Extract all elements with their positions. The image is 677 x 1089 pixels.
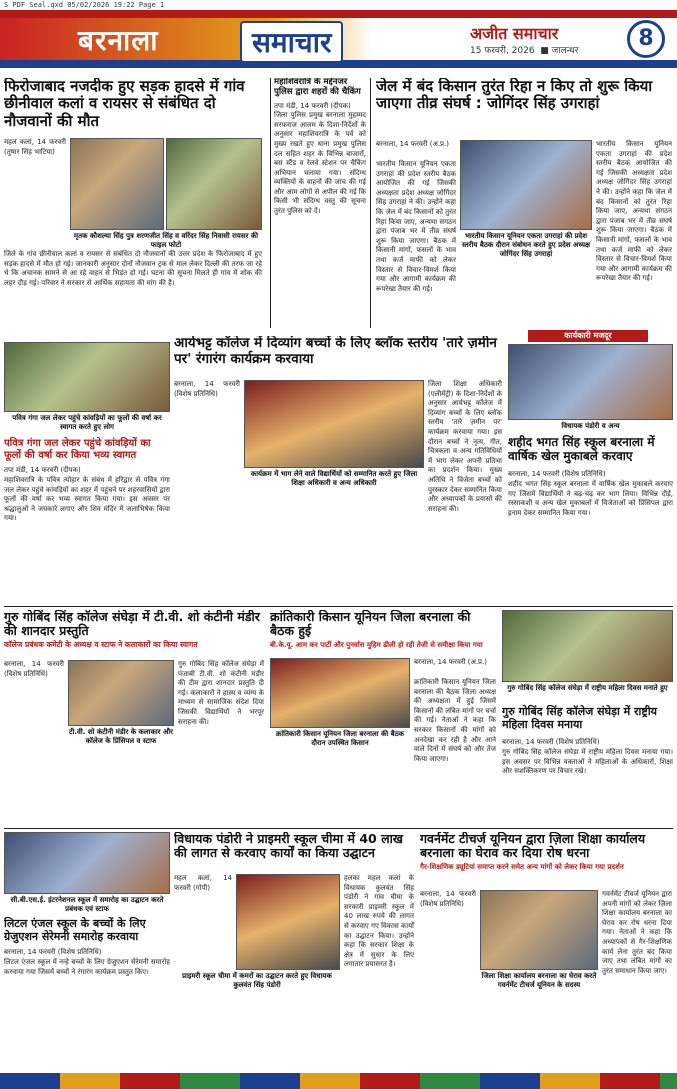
article-2-headline: महाशिवरात्रि के मद्देनजर पुलिस द्वारा शहरों की चैकिंग (274, 78, 361, 97)
article-7-subhead: कॉलेज प्रबंधक कमेटी के अध्यक्ष व स्टाफ ने कलाकारों का किया स्वागत (4, 639, 198, 649)
article-10-headline: लिटल एंजल स्कूल के बच्चों के लिए ग्रेजुएशन सेरेमनी समारोह करवाया (4, 917, 146, 943)
article-4-caption: कार्यक्रम में भाग लेने वाले विद्यार्थियों को सम्मानित करते हुए जिला शिक्षा अधिकारी व अन्य अधिकारी (244, 470, 424, 488)
article-3-continued: भारतीय किसान यूनियन एकता उगराहां की प्रदेश स्तरीय बैठक आयोजित की गई जिसकी अध्यक्षता प्रदेश अध्यक्ष जोगिंदर सिंह उगराहां ने की। उन्होंने कहा कि जेल में बंद किसानों को तुरंत रिहा किया जाए, अन्यथा संगठन द्वारा पंजाब भर में तीव्र संघर्ष शुरू किया जाएगा। बैठक में किसानी मांगों, फसलों के भाव तथा कर्ज माफी को लेकर विस्तार से विचार-विमर्श किया गया और आगामी कार्यक्रम की रूपरेखा तैयार की गई। (596, 140, 672, 283)
article-1-headline: फिरोजाबाद नजदीक हुए सड़क हादसे में गांव छीनीवाल कलां व रायसर से संबंधित दो नौजवानों की मौत (4, 78, 245, 130)
article-5-dateline: तपा मंडी, 14 फरवरी (दीपक) (4, 466, 81, 474)
article-3-photo (460, 140, 592, 230)
article-10 (4, 832, 170, 1070)
column-rule (270, 78, 271, 328)
article-3-caption: भारतीय किसान यूनियन एकता उगराहां की प्रदेश स्तरीय बैठक दौरान संबोधन करते हुए प्रदेश अध्यक्ष जोगिंदर सिंह उगराहां (461, 232, 591, 258)
article-3 (376, 78, 673, 336)
article-5-headline: पवित्र गंगा जल लेकर पहुंचे कांवड़ियों का फूलों की वर्षा कर किया भव्य स्वागत (4, 438, 151, 461)
color-registration-strip (0, 1073, 677, 1089)
date-text: 15 फरवरी, 2026 (470, 46, 535, 56)
article-8-caption: क्रांतिकारी किसान यूनियन जिला बरनाला की बैठक दौरान उपस्थित किसान (270, 730, 410, 748)
article-3-headline: जेल में बंद किसान तुरंत रिहा न किए तो शुरू किया जाएगा तीव्र संघर्ष : जोगिंदर सिंह उगराहां (376, 78, 653, 113)
article-8 (270, 610, 498, 824)
article-12-photo (480, 890, 598, 970)
section-rule (4, 828, 673, 829)
page-number: 8 (627, 20, 665, 58)
masthead (0, 10, 677, 68)
article-5-caption: पवित्र गंगा जल लेकर पहुंचे कांवड़ियों का फूलों की वर्षा कर स्वागत करते हुए लोग (4, 414, 170, 432)
article-7-photo (68, 660, 174, 726)
article-10-dateline: बरनाला, 14 फरवरी (विशेष प्रतिनिधि) (4, 948, 102, 956)
sister-paper-name: अजीत समाचार (470, 24, 559, 43)
article-7-headline: गुरु गोबिंद सिंह कॉलेज संघेड़ा में टी.वी. शो कंटीनी मंडीर की शानदार प्रस्तुति (4, 610, 260, 639)
article-5 (4, 342, 170, 602)
article-1-dateline: महल कलां, 14 फरवरी (तुषार सिंह भाटिया) (4, 138, 66, 156)
article-1-photo-right (166, 138, 262, 230)
city-text: जालन्धर (551, 46, 579, 56)
article-9 (502, 610, 673, 824)
article-1-body: जिले के गांव छीनीवाल कलां व रायसर से संबंधित दो नौजवानों की उत्तर प्रदेश के फिरोजाबाद में हुए सड़क हादसे में मौत हो गई। जानकारी अनुसार दोनों नौजवान ट्रक से माल लेकर दिल्ली की तरफ जा रहे थे कि अचानक सामने से आ रहे वाहन से भिड़ंत हो गई। घटना की सूचना मिलते ही गांव में शोक की लहर दौड़ गई। परिवार ने सरकार से आर्थिक सहायता की मांग की है। (4, 250, 262, 287)
article-4-body: जिला शिक्षा अधिकारी (एलीमेंट्री) के दिशा-निर्देशों के अनुसार आर्यभट्ट कॉलेज में दिव्यांग बच्चों के लिए ब्लॉक स्तरीय 'तारे ज़मीन पर' कार्यक्रम करवाया गया। इस दौरान बच्चों ने नृत्य, गीत, चित्रकला व अन्य गतिविधियों में भाग लेकर अपनी प्रतिभा का प्रदर्शन किया। मुख्य अतिथि ने विजेता बच्चों को पुरस्कार देकर सम्मानित किया और अध्यापकों के प्रयासों की सराहना की। (428, 380, 502, 513)
article-2-body: जिला पुलिस प्रमुख बरनाला मुहम्मद सरफराज आलम के दिशा-निर्देशों के अनुसार महाशिवरात्रि के पर्व को मुख्य रखते हुए थाना प्रमुख पुलिस दल सहित शहर के विभिन्न बाजारों, बस स्टैंड व रेलवे स्टेशन पर चैकिंग अभियान चलाया गया। संदिग्ध व्यक्तियों के वाहनों की जांच की गई और आम लोगों से अपील की गई कि किसी भी संदिग्ध वस्तु की सूचना तुरंत पुलिस को दें। (274, 111, 366, 216)
article-5-photo (4, 342, 170, 412)
article-11-headline: विधायक पंडोरी ने प्राइमरी स्कूल चीमा में 40 लाख की लागत से करवाए कार्यों का किया उद्घाटन (174, 832, 404, 861)
issue-date: 15 फरवरी, 2026 ■ जालन्धर (470, 46, 579, 56)
pdf-header: S PDF Seal.qxd 05/02/2026 19:22 Page 1 (4, 1, 165, 9)
article-12-subhead: गैर-शिक्षणिक ड्यूटियां समाप्त करने समेत अन्य मांगों को लेकर किया गया प्रदर्शन (420, 862, 624, 871)
article-9-dateline: बरनाला, 14 फरवरी (विशेष प्रतिनिधि) (502, 738, 600, 746)
article-10-photo (4, 832, 170, 894)
article-3-dateline: बरनाला, 14 फरवरी (अ.प्र.) (376, 140, 449, 148)
article-8-subhead: बी.के.यू. आम कर पार्टी और पुनर्वास मुहिम ढीली हो रही तेजी से समीक्षा किया गया (270, 640, 483, 649)
article-7-caption: टी.वी. शो कंटीनी मंडीर के कलाकार और कॉलेज के प्रिंसिपल व स्टाफ (69, 728, 173, 745)
article-12-caption: जिला शिक्षा कार्यालय बरनाला का घेराव करते गवर्नमेंट टीचर्ज यूनियन के सदस्य (481, 972, 597, 989)
article-12-headline: गवर्नमेंट टीचर्ज यूनियन द्वारा ज़िला शिक्षा कार्यालय बरनाला का घेराव कर दिया रोष धरना (420, 832, 646, 861)
article-10-caption: सी.बी.एस.ई. इंटरनेशनल स्कूल में समारोह का उद्घाटन करते प्रबंधक एवं स्टाफ (4, 896, 170, 914)
article-5-body: महाशिवरात्रि के पवित्र त्योहार के संबंध में हरिद्वार से पवित्र गंगा जल लेकर पहुंचे कांवड़ियों का शहर में पहुंचने पर शहरवासियों द्वारा फूलों की वर्षा कर भव्य स्वागत किया गया। इस अवसर पर श्रद्धालुओं ने जयकारे लगाए और शिव मंदिर में जलाभिषेक किया गया। (4, 476, 170, 523)
article-8-body: क्रांतिकारी किसान यूनियन जिला बरनाला की बैठक जिला अध्यक्ष की अध्यक्षता में हुई जिसमें किसानों की लंबित मांगों पर चर्चा की गई। नेताओं ने कहा कि सरकार किसानों की मांगों को अनदेखा कर रही है और आने वाले दिनों में संघर्ष को और तेज किया जाएगा। (414, 678, 496, 763)
article-11-photo (236, 874, 340, 970)
article-3-body: भारतीय किसान यूनियन एकता उगराहां की प्रदेश स्तरीय बैठक आयोजित की गई जिसकी अध्यक्षता प्रदेश अध्यक्ष जोगिंदर सिंह उगराहां ने की। उन्होंने कहा कि जेल में बंद किसानों को तुरंत रिहा किया जाए, अन्यथा संगठन द्वारा पंजाब भर में तीव्र संघर्ष शुरू किया जाएगा। बैठक में किसानी मांगों, फसलों के भाव तथा कर्ज माफी को लेकर विस्तार से विचार-विमर्श किया गया और आगामी कार्यक्रम की रूपरेखा तैयार की गई। (376, 160, 456, 293)
article-8-photo (270, 658, 410, 728)
article-10-body: लिटल एंजल स्कूल में नन्हे बच्चों के लिए ग्रेजुएशन सेरेमनी समारोह करवाया गया जिसमें बच्चों ने रंगारंग कार्यक्रम प्रस्तुत किए। (4, 958, 170, 976)
article-12-dateline: बरनाला, 14 फरवरी (विशेष प्रतिनिधि) (420, 890, 476, 908)
article-2 (274, 78, 366, 328)
article-4 (174, 336, 504, 536)
article-6-caption: विधायक पंडोरी व अन्य (508, 422, 673, 431)
article-11-caption: प्राइमरी स्कूल चीमा में कमरों का उद्घाटन करते हुए विधायक कुलवंत सिंह पंडोरी (174, 972, 340, 990)
article-6-headline: शहीद भगत सिंह स्कूल बरनाला में वार्षिक खेल मुकाबले करवाए (508, 435, 655, 463)
article-1-photo-left (70, 138, 164, 230)
column-rule (370, 78, 371, 328)
article-1-caption: मृतक कौशल्या सिंह पुत्र शरणजीत सिंह व वरिंदर सिंह निवासी रायसर की फाइल फोटो (70, 232, 262, 250)
article-4-headline: आर्यभट्ट कॉलेज में दिव्यांग बच्चों के लिए ब्लॉक स्तरीय 'तारे ज़मीन पर' रंगारंग कार्यक्रम करवाया (174, 336, 497, 367)
article-7 (4, 610, 266, 824)
masthead-title-right: समाचार (240, 21, 343, 63)
article-2-dateline: तपा मंडी, 14 फरवरी (दीपक) (274, 101, 351, 110)
masthead-top-band (0, 10, 677, 18)
article-9-headline: गुरु गोबिंद सिंह कॉलेज संघेड़ा में राष्ट्रीय महिला दिवस मनाया (502, 705, 658, 731)
article-9-caption: गुरु गोबिंद सिंह कॉलेज संघेड़ा में राष्ट्रीय महिला दिवस मनाते हुए (502, 684, 673, 693)
article-6-photo (508, 344, 673, 420)
article-11-body: हलका महल कलां के विधायक कुलवंत सिंह पंडोरी ने गांव चीमा के सरकारी प्राइमरी स्कूल में 40 लाख रुपये की लागत से करवाए गए विकास कार्यों का उद्घाटन किया। उन्होंने कहा कि सरकार शिक्षा के क्षेत्र में सुधार के लिए लगातार प्रयासरत है। (344, 874, 414, 969)
article-12 (420, 832, 673, 1070)
article-12-body: गवर्नमेंट टीचर्ज यूनियन द्वारा अपनी मांगों को लेकर ज़िला शिक्षा कार्यालय बरनाला का घेराव कर रोष धरना दिया गया। नेताओं ने कहा कि अध्यापकों से गैर-शिक्षणिक कार्य लेना तुरंत बंद किया जाए तथा लंबित मांगों का तुरंत समाधान किया जाए। (602, 890, 672, 975)
article-6 (508, 330, 673, 600)
box-label: कार्यकारी मजदूर (528, 330, 648, 342)
article-11-dateline: महल कलां, 14 फरवरी (गोपी) (174, 874, 232, 892)
article-4-dateline: बरनाला, 14 फरवरी (विशेष प्रतिनिधि) (174, 380, 240, 398)
article-9-photo (502, 610, 673, 682)
article-9-body: गुरु गोबिंद सिंह कॉलेज संघेड़ा में राष्ट्रीय महिला दिवस मनाया गया। इस अवसर पर विभिन्न वक्ताओं ने महिलाओं के अधिकारों, शिक्षा और सशक्तिकरण पर विचार रखे। (502, 748, 673, 776)
article-7-body: गुरु गोबिंद सिंह कॉलेज संघेड़ा में पंजाबी टी.वी. शो कंटीनी मंडीर की टीम द्वारा शानदार प्रस्तुति दी गई। कलाकारों ने हास्य व व्यंग्य के माध्यम से सामाजिक संदेश दिया जिसकी विद्यार्थियों ने भरपूर सराहना की। (178, 660, 264, 726)
article-6-dateline: बरनाला, 14 फरवरी (विशेष प्रतिनिधि) (508, 470, 606, 478)
section-rule (4, 606, 673, 607)
article-6-body: शहीद भगत सिंह स्कूल बरनाला में वार्षिक खेल मुकाबले करवाए गए जिसमें विद्यार्थियों ने बढ़-चढ़ कर भाग लिया। विभिन्न दौड़ें, रस्साकशी व अन्य खेल मुकाबलों में विजेताओं को प्रिंसिपल द्वारा इनाम देकर सम्मानित किया गया। (508, 480, 673, 517)
article-7-dateline: बरनाला, 14 फरवरी (विशेष प्रतिनिधि) (4, 660, 64, 678)
article-11 (174, 832, 416, 1070)
article-4-photo (244, 380, 424, 468)
masthead-title-left: बरनाला (78, 24, 159, 57)
article-8-dateline: बरनाला, 14 फरवरी (अ.प्र.) (414, 658, 487, 666)
article-8-headline: क्रांतिकारी किसान यूनियन जिला बरनाला की बैठक हुई (270, 610, 471, 639)
